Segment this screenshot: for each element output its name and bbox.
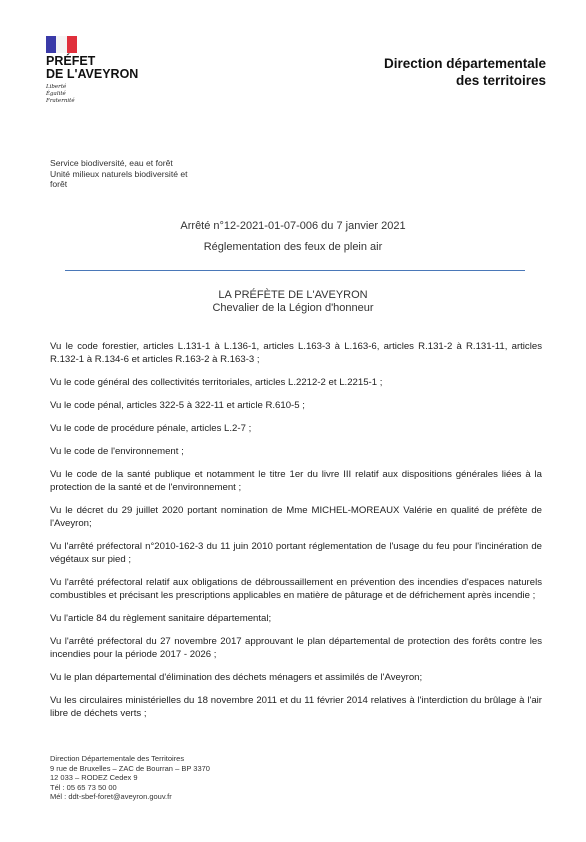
republic-motto bbox=[46, 84, 75, 105]
motto-egalite: Égalité bbox=[46, 91, 66, 97]
service-line1: Service biodiversité, eau et forêt bbox=[50, 158, 173, 168]
visas-list bbox=[50, 340, 542, 730]
footer-line1: Direction Départementale des Territoires bbox=[50, 754, 185, 763]
marianne-flag-logo bbox=[46, 36, 77, 53]
direction-title bbox=[384, 55, 546, 89]
arrete-reference: Arrêté n°12-2021-01-07-006 du 7 janvier 2021 bbox=[180, 220, 406, 232]
prefete-title: LA PRÉFÈTE DE L'AVEYRON bbox=[218, 289, 368, 301]
visa-item: Vu l'article 84 du règlement sanitaire départemental; bbox=[50, 613, 272, 624]
prefete-block bbox=[0, 289, 586, 315]
direction-line2: des territoires bbox=[455, 73, 546, 88]
prefet-line2: DE L'AVEYRON bbox=[46, 67, 139, 81]
visa-item: Vu le code pénal, articles 322-5 à 322-11 et article R.610-5 ; bbox=[50, 400, 305, 411]
visa-item: Vu l'arrêté préfectoral du 27 novembre 2017 approuvant le plan départemental de protection des forêts contre les incendies pour la période 2017 - 2026 ; bbox=[50, 636, 542, 660]
visa-item: Vu le décret du 29 juillet 2020 portant nomination de Mme MICHEL-MOREAUX Valérie en qualité de préfète de l'Aveyron; bbox=[50, 505, 542, 529]
footer-address bbox=[50, 754, 210, 802]
visa-item: Vu le code général des collectivités territoriales, articles L.2212-2 et L.2215-1 ; bbox=[50, 377, 383, 388]
visa-item: Vu l'arrêté préfectoral relatif aux obligations de débroussaillement en prévention des incendies d'espaces naturels combustibles et précisant les prescriptions applicables en matière de pâturage et de défrichement après incendie ; bbox=[50, 577, 542, 601]
visa-item: Vu le code de procédure pénale, articles L.2-7 ; bbox=[50, 423, 252, 434]
footer-line3: 12 033 – RODEZ Cedex 9 bbox=[50, 773, 138, 783]
footer-line2: 9 rue de Bruxelles – ZAC de Bourran – BP 3370 bbox=[50, 763, 210, 773]
prefet-logo-text bbox=[46, 55, 138, 81]
visa-item: Vu les circulaires ministérielles du 18 novembre 2011 et du 11 février 2014 relatives à l'interdiction du brûlage à l'air libre de déchets verts ; bbox=[50, 695, 542, 719]
separator-rule bbox=[65, 270, 525, 271]
prefete-honor: Chevalier de la Légion d'honneur bbox=[212, 302, 374, 314]
prefet-line1: PRÉFET bbox=[46, 54, 96, 68]
footer-phone: Tél : 05 65 73 50 00 bbox=[50, 782, 117, 792]
visa-item: Vu le plan départemental d'élimination des déchets ménagers et assimilés de l'Aveyron; bbox=[50, 672, 423, 683]
direction-line1: Direction départementale bbox=[383, 56, 546, 71]
service-line3: forêt bbox=[50, 179, 68, 189]
motto-liberte: Liberté bbox=[46, 84, 67, 90]
arrete-objet: Réglementation des feux de plein air bbox=[203, 241, 383, 253]
footer-email: Mél : ddt-sbef-foret@aveyron.gouv.fr bbox=[50, 792, 172, 802]
visa-item: Vu le code de la santé publique et notamment le titre 1er du livre III relatif aux dispositions générales liées à la protection de la santé et de l'environnement ; bbox=[50, 469, 542, 493]
visa-item: Vu le code forestier, articles L.131-1 à L.136-1, articles L.163-3 à L.163-6, articles R.131-2 à R.131-11, articles R.132-1 à R.134-6 et articles R.163-2 à R.163-3 ; bbox=[50, 341, 542, 365]
service-line2: Unité milieux naturels biodiversité et bbox=[50, 168, 188, 179]
motto-fraternite: Fraternité bbox=[46, 98, 75, 104]
visa-item: Vu le code de l'environnement ; bbox=[50, 446, 184, 457]
service-block bbox=[50, 158, 188, 190]
visa-item: Vu l'arrêté préfectoral n°2010-162-3 du 11 juin 2010 portant réglementation de l'usage du feu pour l'incinération de végétaux sur pied ; bbox=[50, 541, 542, 565]
